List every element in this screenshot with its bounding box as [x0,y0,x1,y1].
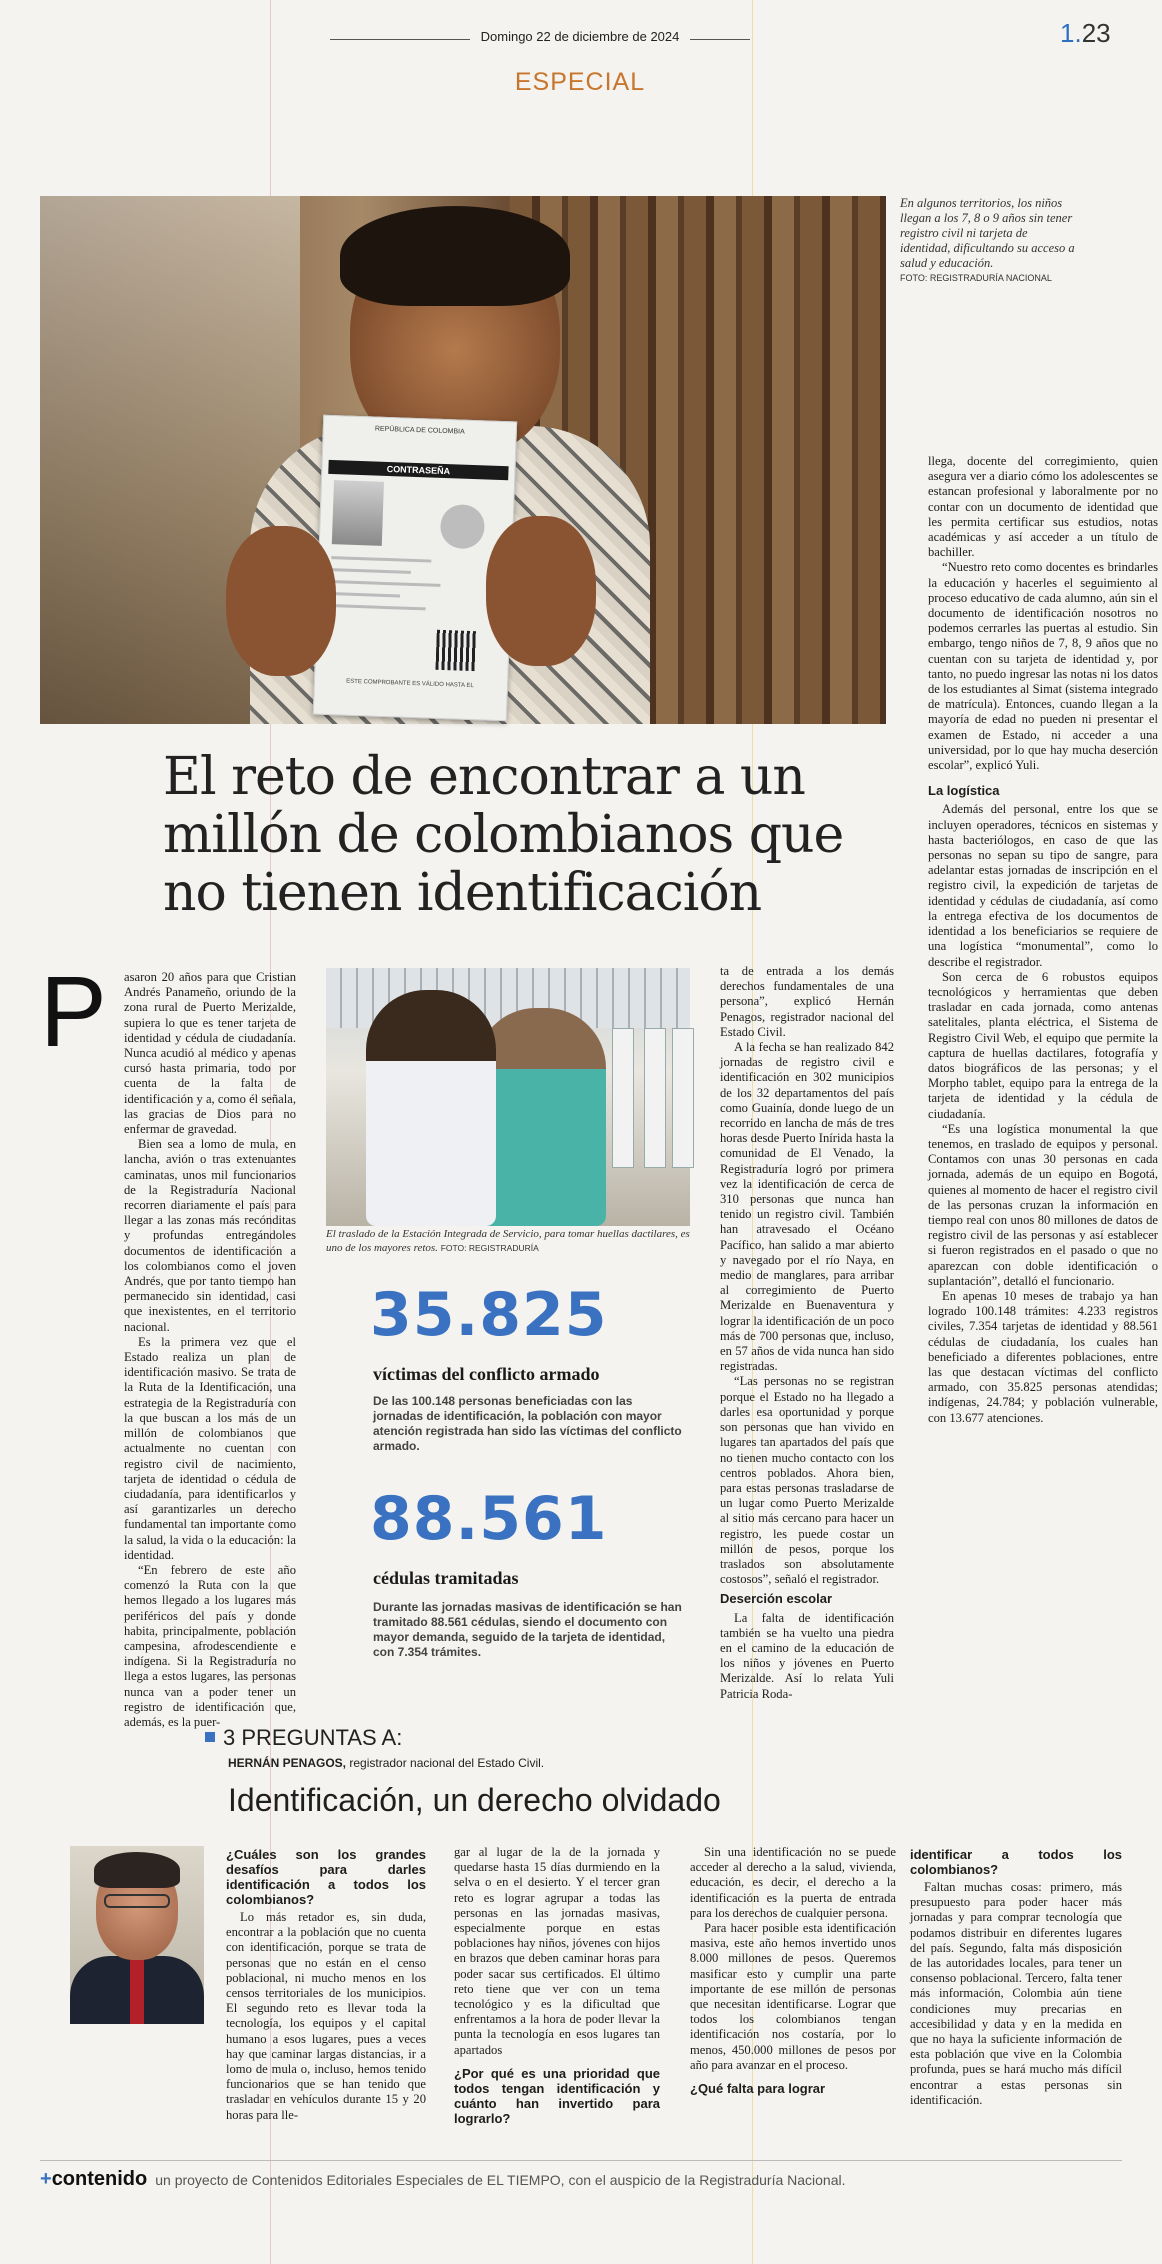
article-headline: El reto de encontrar a un millón de colombianos que no tienen identificación [163,747,844,923]
main-photo-caption: En algunos territorios, los niños llegan a los 7, 8 o 9 años sin tener registro civil ni tarjeta de identidad, dificultando su acceso a salud y educación. FOTO: REGISTRADURÍA NACIONAL [900,196,1080,286]
answer: Para hacer posible esta identificación masiva, este año hemos invertido unos 8.000 millones de pesos. Queremos masificar esto y cumplir una parte importante de ese millón de personas que necesitan identificarse. Lograr que todos los colombianos tengan identificación nos costaría, por lo menos, 450.000 millones de pesos por año para avanzar en el proceso. [690,1921,896,2072]
answer: Lo más retador es, sin duda, encontrar a la población que no cuenta con identificación, porque se trata de personas que no están en el censo poblacional, ni mucho menos en los censos territoriales de los municipios. El segundo reto es llevar toda la tecnología, los equipos y el capital humano a esos lugares, pues a veces hay que caminar largas distancias, ir a lomo de mula o, incluso, hemos tenido funcionarios que se han tenido que trasladar en vehículos durante 15 y 20 horas para lle- [226,1910,426,2122]
stat-description: Durante las jornadas masivas de identificación se han tramitado 88.561 cédulas, siendo el documento con mayor demanda, seguido de la tarjeta de identidad, con 7.354 trámites. [373,1600,682,1659]
contenido-logo: +contenido [40,2168,148,2190]
interview-title: Identificación, un derecho olvidado [228,1782,721,1818]
question: ¿Cuáles son los grandes desafíos para darles identificación a todos los colombianos? [226,1847,426,1907]
interviewee-name: HERNÁN PENAGOS, registrador nacional del Estado Civil. [228,1756,545,1770]
secondary-photo [326,968,690,1226]
article-column-3 [720,964,894,1701]
drop-cap: P [40,956,107,1068]
paragraph: “Las personas no se registran porque el Estado no ha llegado a darles esa oportunidad y porque son personas que han vivido en lugares tan apartados del país que no tienen mucho contacto con los centros poblados. Ahora bien, para estas personas trasladarse de un lugar como Puerto Merizalde al sitio más cercano para hacer un registro, les puede costar un millón de pesos, porque los traslados son absolutamente costosos”, señaló el registrador. [720,1374,894,1587]
paragraph: Son cerca de 6 robustos equipos tecnológicos y herramientas que deben trasladar en cada jornada, como antenas satelitales, planta eléctrica, el Sistema de Registro Civil Web, el equipo que permite la captura de huellas dactilares, fotografía y datos biográficos de las personas; y el Morpho tablet, equipo para la entrega de la tarjeta de identidad y la cédula de ciudadanía. [928,969,1158,1121]
photo-credit: FOTO: REGISTRADURÍA [440,1242,539,1253]
interview-column-2 [454,1845,660,2141]
page-date: Domingo 22 de diciembre de 2024 [470,29,690,44]
answer: Sin una identificación no se puede acceder al derecho a la salud, vivienda, educación, es decir, el derecho a la identificación es la puerta de entrada para los derechos de cualquier persona. [690,1845,896,1920]
paragraph: Bien sea a lomo de mula, en lancha, avión o tras extenuantes caminatas, unos mil funcionarios de la Registraduría Nacional recorren diariamente el país para llegar a las zonas más recónditas y profundas entregándoles documentos de identificación a los colombianos como el joven Andrés, que por tanto tiempo han permanecido sin identidad, casi que inexistentes, en el territorio nacional. [124,1137,296,1334]
interviewee-portrait [70,1846,204,2024]
interview-kicker: 3 PREGUNTAS A: [205,1725,402,1751]
subheading: La logística [928,783,1000,799]
paragraph: La falta de identificación también se ha vuelto una piedra en el camino de la educación de los niños y jóvenes en Puerto Merizalde. Así lo relata Yuli Patricia Roda- [720,1610,894,1701]
footer-rule [40,2160,1122,2161]
section-label: ESPECIAL [514,68,646,96]
question: identificar a todos los colombianos? [910,1847,1122,1877]
subheading: Deserción escolar [720,1591,833,1607]
interview-column-3 [690,1845,896,2141]
paragraph: Es la primera vez que el Estado realiza un plan de identificación masivo. Se trata de la Ruta de la Identificación, una estrategia de la Registraduría con la que buscan a los más de un millón de colombianos que actualmente no cuentan con registro civil de nacimiento, tarjeta de identidad o cédula de ciudadanía, para identificarlos y así garantizarles un derecho fundamental tan importante como la salud, la vida o la educación: la identidad. [124,1334,296,1562]
stat-description: De las 100.148 personas beneficiadas con las jornadas de identificación, la población con mayor atención registrada han sido las víctimas del conflicto armado. [373,1394,682,1453]
stat-label: cédulas tramitadas [373,1568,519,1588]
stat-number: 88.561 [370,1484,608,1554]
stat-number: 35.825 [370,1280,608,1350]
question: ¿Qué falta para lograr [690,2081,826,2097]
paragraph: asaron 20 años para que Cristian Andrés Panameño, oriundo de la zona rural de Puerto Merizalde, supiera lo que es tener tarjeta de identidad y cédula de ciudadanía. Nunca acudió al médico y apenas cursó hasta primaria, todo por cuenta de la falta de identificación y a, como él señala, las gracias de Dios para no enfermar de gravedad. [124,970,296,1137]
interview-column-4 [910,1845,1122,2141]
paragraph: En apenas 10 meses de trabajo ya han logrado 100.148 trámites: 4.233 registros civiles, 7.354 tarjetas de identidad y 88.561 cédulas de ciudadanía, los cuales han beneficiado a diferentes poblaciones, entre las que destacan víctimas del conflicto armado, con 35.825 personas atendidas; indígenas, 24.784; y población vulnerable, con 13.677 atenciones. [928,1288,1158,1425]
paragraph: “Nuestro reto como docentes es brindarles la educación y hacerles el seguimiento al proceso educativo de cada alumno, aún sin el documento de identificación nosotros no podemos cerrarles las puertas al estudio. Sin embargo, tengo niños de 7, 8, 9 años que no cuentan con su tarjeta de identidad y, por tanto, no puedo ingresar las notas ni los datos de los estudiantes al Simat (sistema integrado de matrícula). Entonces, cuando llegan a la mayoría de edad no pueden ni presentar el examen de Estado, ni acceder a una universidad, por lo que hay mucha deserción escolar”, explicó Yuli. [928,560,1158,773]
secondary-photo-caption: El traslado de la Estación Integrada de Servicio, para tomar huellas dactilares, es uno de los mayores retos. FOTO: REGISTRADURÍA [326,1228,690,1254]
main-photo [40,196,886,724]
photo-credit: FOTO: REGISTRADURÍA NACIONAL [900,273,1052,283]
paragraph: “En febrero de este año comenzó la Ruta con la que hemos llegado a los lugares más periféricos del país y donde habita, principalmente, población campesina, afrodescendiente e indígena. Si la Registraduría no llega a estos lugares, las personas nunca van a poder tener un registro de identificación que, además, es la puer- [124,1562,296,1729]
footer-text: un proyecto de Contenidos Editoriales Especiales de EL TIEMPO, con el auspicio de la Registraduría Nacional. [155,2172,846,2188]
answer: Faltan muchas cosas: primero, más presupuesto para poder hacer más jornadas y para comprar tecnología que podamos distribuir en diferentes lugares del país. Segundo, falta más disposición de las autoridades locales, para tener un consenso poblacional. Tercero, falta tener más información, Colombia aún tiene condiciones muy precarias en accesibilidad y data y en la medida en que no haya la suficiente información de esta población que vive en la Colombia profunda, pues se hará mucho más difícil encontrar a estas personas sin identificación. [910,1880,1122,2107]
question: ¿Por qué es una prioridad que todos tengan identificación y cuánto han invertido para lograrlo? [454,2065,660,2126]
article-column-1 [124,970,296,1729]
footer [40,2168,846,2191]
paragraph: Además del personal, entre los que se incluyen operadores, técnicos en sistemas y hasta bacteriólogos, en caso de que las personas no sepan su tipo de sangre, para adelantar estas jornadas de inscripción en el registro civil, la expedición de tarjetas de identidad y cédulas de ciudadanía, así como la entrega efectiva de los documentos de identidad a los beneficiarios se requiere de una logística “monumental”, como lo describe el registrador. [928,802,1158,969]
id-card-image: REPÚBLICA DE COLOMBIA CONTRASEÑA ESTE COMPROBANTE ES VÁLIDO HASTA EL [313,415,517,722]
paragraph: ta de entrada a los demás derechos fundamentales de una persona”, explicó Hernán Penagos, registrador nacional del Estado Civil. [720,964,894,1039]
paragraph: llega, docente del corregimiento, quien asegura ver a diario cómo los adolescentes se estancan profesional y laboralmente por no contar con un documento de identidad que les permita certificar sus estudios, notas académicas y así acceder a un título de bachiller. [928,454,1158,560]
paragraph: A la fecha se han realizado 842 jornadas de registro civil e identificación en 302 municipios de los 32 departamentos del país como Guainía, donde luego de un recorrido en lancha de más de tres horas desde Puerto Inírida hasta la comunidad de El Venado, la Registraduría logró por primera vez la identificación de cerca de 310 personas que nunca han tenido un registro civil. También han atravesado el Océano Pacífico, han salido a mar abierto y navegado por el río Naya, en medio de manglares, para arribar al corregimiento de Puerto Merizalde en Buenaventura y lograr la identificación de un poco más de 700 personas que, incluso, en 57 años de vida nunca han sido registradas. [720,1040,894,1374]
square-bullet-icon [205,1732,215,1742]
answer: gar al lugar de la de la jornada y quedarse hasta 15 días durmiendo en la selva o en el desierto. Y el tercer gran reto es lograr agrupar a todas las personas en las jornadas masivas, especialmente porque en estas poblaciones hay niños, jóvenes con hijos en brazos que deben caminar horas para poder sacar sus certificados. El último reto tiene que ver con un tema tecnológico y es la dificultad que enfrentamos a la hora de poder llevar la punta la tecnología en esos lugares tan apartados [454,1845,660,2057]
stat-label: víctimas del conflicto armado [373,1364,600,1384]
interview-column-1 [226,1845,426,2141]
article-column-4 [928,454,1158,1684]
paragraph: “Es una logística monumental la que tenemos, en traslado de equipos y personal. Contamos con unas 30 personas en cada jornada, además de un equipo en Bogotá, quienes al momento de hacer el registro civil de las personas cruzan la información en tiempo real con unos 80 millones de datos de registro civil de las personas y así establecer si fueron registrados en el pasado o que no aparezcan con doble identificación o suplantación”, detalló el funcionario. [928,1121,1158,1288]
page-number: 1.23 [1060,18,1111,48]
